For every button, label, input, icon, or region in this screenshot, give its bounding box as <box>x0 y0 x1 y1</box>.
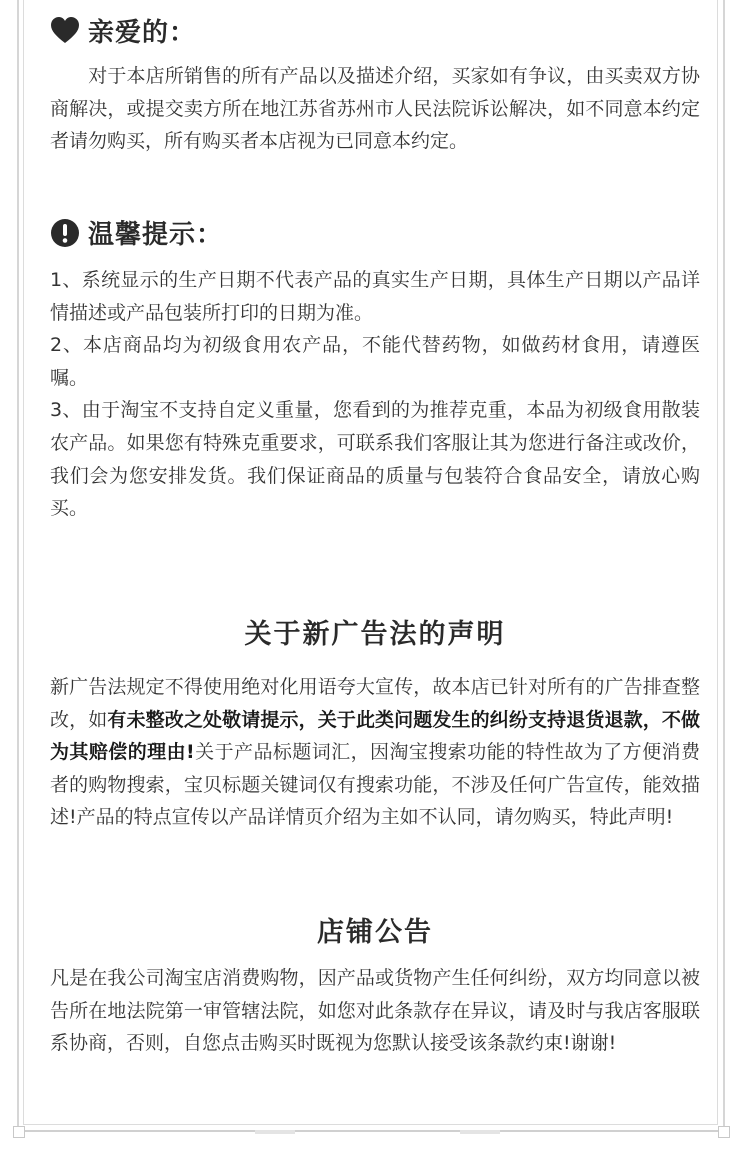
dear-title: 亲爱的： <box>88 18 197 48</box>
tips-list <box>50 264 700 525</box>
tips-section-header <box>50 214 223 251</box>
frame-right-outer-line <box>723 0 725 1130</box>
ad-law-title: 关于新广告法的声明 <box>244 619 506 650</box>
exclamation-circle-icon <box>50 218 80 248</box>
shop-notice-title: 店铺公告 <box>317 917 433 948</box>
ad-law-text-start: 新广告法规定不得使用绝对化用语夸大宣传，故本店已针对所有的广告排查整改，如 <box>50 676 700 731</box>
ad-law-text <box>50 671 700 834</box>
frame-bottom-outer-line <box>17 1130 725 1132</box>
frame-bottom-tick <box>255 1130 295 1134</box>
tips-item: 3、由于淘宝不支持自定义重量，您看到的为推荐克重，本品为初级食用散装农产品。如果您有特殊克重要求，可联系我们客服让其为您进行备注或改价，我们会为您安排发货。我们保证商品的质量与包装符合食品安全，请放心购买。 <box>50 399 700 520</box>
frame-bottom-inner-line <box>23 1124 718 1125</box>
dear-section-header <box>50 12 196 49</box>
shop-notice-body <box>50 962 700 1060</box>
frame-left-inner-line <box>23 0 24 1124</box>
tips-item: 2、本店商品均为初级食用农产品，不能代替药物，如做药材食用，请遵医嘱。 <box>50 334 700 389</box>
ad-law-text-end: 关于产品标题词汇，因淘宝搜索功能的特性故为了方便消费者的购物搜索，宝贝标题关键词仅有搜索功能，不涉及任何广告宣传，能效描述!产品的特点宣传以产品详情页介绍为主如不认同，请勿购买，特此声明! <box>50 741 700 829</box>
tips-title: 温馨提示： <box>88 220 224 250</box>
frame-left-outer-line <box>17 0 19 1130</box>
ad-law-body <box>50 671 700 834</box>
ad-law-text-bold: 有未整改之处敬请提示，关于此类问题发生的纠纷支持退货退款，不做为其赔偿的理由! <box>50 708 700 764</box>
frame-corner-bottom-right <box>718 1126 730 1138</box>
tips-item: 1、系统显示的生产日期不代表产品的真实生产日期，具体生产日期以产品详情描述或产品包装所打印的日期为准。 <box>50 269 700 324</box>
frame-right-inner-line <box>717 0 718 1124</box>
dear-body <box>50 60 700 158</box>
shop-notice-text: 凡是在我公司淘宝店消费购物，因产品或货物产生任何纠纷，双方均同意以被告所在地法院第一审管辖法院，如您对此条款存在异议，请及时与我店客服联系协商，否则，自您点击购买时既视为您默认接受该条款约束!谢谢! <box>50 967 700 1055</box>
frame-bottom-tick <box>460 1130 500 1134</box>
heart-icon <box>50 16 80 46</box>
dear-body-text: 对于本店所销售的所有产品以及描述介绍，买家如有争议，由买卖双方协商解决，或提交卖方所在地江苏省苏州市人民法院诉讼解决，如不同意本约定者请勿购买，所有购买者本店视为已同意本约定。 <box>50 65 700 153</box>
frame-corner-bottom-left <box>13 1126 25 1138</box>
